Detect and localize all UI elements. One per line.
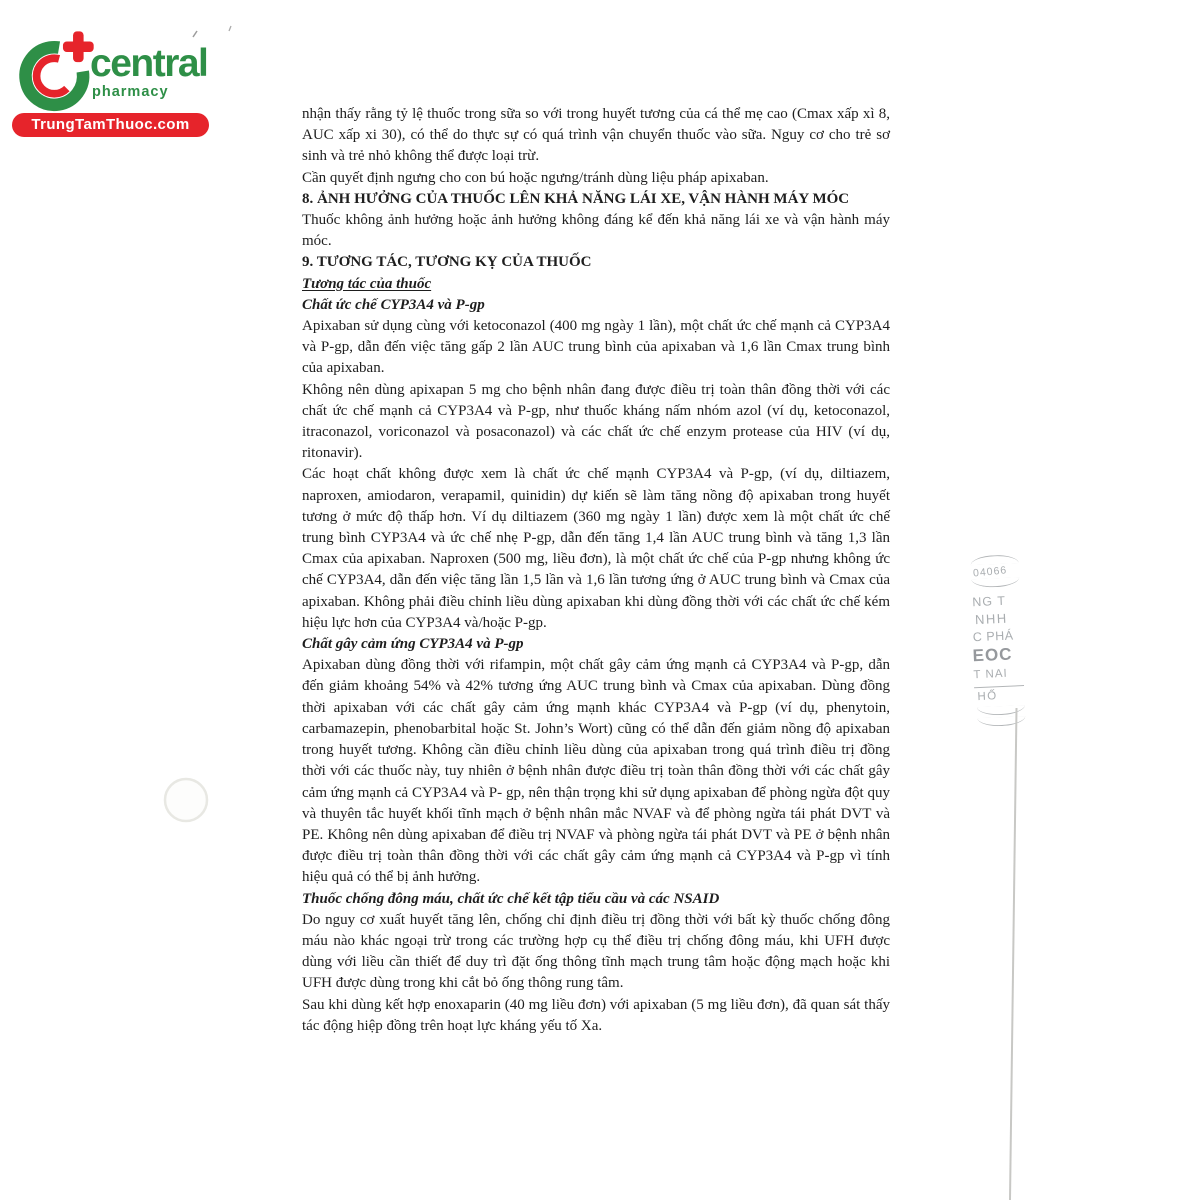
page-edge-line bbox=[1010, 708, 1017, 1200]
stamp-line-3: C PHÁ bbox=[972, 628, 1014, 645]
hole-punch-mark bbox=[165, 779, 207, 821]
paragraph-milk-plasma-ratio: nhận thấy rằng tỷ lệ thuốc trong sữa so với trong huyết tương của cá thể mẹ cao (Cmax xấp xì 8, AUC xấp xi 30), có thể do thực sự có quá trình vận chuyển thuốc vào sữa. Nguy cơ cho trẻ sơ sinh và trẻ nhỏ không thể được loại trừ. bbox=[302, 106, 890, 165]
stamp bbox=[968, 553, 1033, 727]
stamp-line-2: NHH bbox=[974, 610, 1009, 628]
subheading-drug-interactions: Tương tác của thuốc bbox=[302, 275, 432, 292]
paragraph-enoxaparin-synergy: Sau khi dùng kết hợp enoxaparin (40 mg liều đơn) với apixaban (5 mg liều đơn), đã quan sát thấy tác động hiệp đồng trên hoạt lực kháng yếu tố Xa. bbox=[302, 996, 890, 1034]
stamp-arc-bottom-2 bbox=[977, 716, 1025, 727]
paragraph-rifampin-inducers: Apixaban dùng đồng thời với rifampin, một chất gây cảm ứng mạnh cả CYP3A4 và P-gp, dẫn đến giảm khoảng 54% và 42% tương ứng AUC trung bình và Cmax của apixaban. Dùng đồng thời apixaban với các chất gây cảm ứng mạnh khác CYP3A4 và P-gp (ví dụ, phenytoin, carbamazepin, phenobarbital hoặc St. John’s Wort) cũng có thể dẫn đến giảm nồng độ apixaban trong huyết tương. Không cần điều chỉnh liều dùng của apixaban trong quá trình điều trị đồng thời với các thuốc này, tuy nhiên ở bệnh nhân được điều trị toàn thân đồng thời với các chất gây cảm ứng mạnh cả CYP3A4 và P- gp, nên thận trọng khi sử dụng apixaban để phòng ngừa đột quy và thuyên tắc huyết khối tĩnh mạch ở bệnh nhân mắc NVAF và để phòng ngừa tái phát DVT và PE. Không nên dùng apixaban để điều trị NVAF và phòng ngừa tái phát DVT và PE ở bệnh nhân được điều trị toàn thân đồng thời với các chất gây cảm ứng mạnh cả CYP3A4 và P-gp vì tính hiệu quả có thể bị ảnh hưởng. bbox=[302, 657, 890, 886]
central-pharmacy-logo bbox=[8, 20, 248, 145]
stamp-line-6: HỐ bbox=[977, 690, 998, 704]
stamp-line-4: EOC bbox=[972, 644, 1013, 666]
paragraph-moderate-inhibitors: Các hoạt chất không được xem là chất ức chế mạnh CYP3A4 và P-gp, (ví dụ, diltiazem, naproxen, amiodaron, verapamil, quinidin) dự kiến sẽ làm tăng nồng độ apixaban trong huyết tương ở mức độ thấp hơn. Ví dụ diltiazem (360 mg ngày 1 lần) được xem là một chất ức chế trung bình CYP3A4 và ức chế nhẹ P-gp, dẫn đến tăng 1,4 lần AUC trung bình và tăng 1,3 lần Cmax của apixaban. Naproxen (500 mg, liều đơn), là một chất ức chế của P-gp nhưng không ức chế CYP3A4, dẫn đến việc tăng lần 1,5 lần và 1,6 lần tương ứng ở AUC trung bình và Cmax của apixaban. Không phải điều chỉnh liều dùng apixaban khi dùng đồng thời với các chất ức chế kém hiệu lực hơn của CYP3A4 và/hoặc P-gp. bbox=[302, 466, 890, 631]
stamp-line-5: T NAI bbox=[973, 667, 1008, 682]
paragraph-ketoconazol: Apixaban sử dụng cùng với ketoconazol (400 mg ngày 1 lần), một chất ức chế mạnh cả CYP3A4 và P-gp, dẫn đến việc tăng gấp 2 lần AUC trung bình của apixaban và 1,6 lần Cmax trung bình của apixaban. bbox=[302, 318, 890, 377]
stamp-number: 04066 bbox=[972, 564, 1008, 580]
subheading-cyp3a4-inhibitors: Chất ức chế CYP3A4 và P-gp bbox=[302, 296, 485, 313]
logo-banner: TrungTamThuoc.com bbox=[12, 113, 209, 137]
logo-tagline-text: pharmacy bbox=[92, 84, 169, 100]
stamp-arc-bottom-1 bbox=[977, 705, 1025, 716]
subheading-anticoagulants-nsaid: Thuốc chống đông máu, chất ức chế kết tập tiểu cầu và các NSAID bbox=[302, 890, 720, 907]
paragraph-breastfeeding-decision: Cần quyết định ngưng cho con bú hoặc ngưng/tránh dùng liệu pháp apixaban. bbox=[302, 169, 769, 186]
document-text bbox=[302, 104, 890, 1037]
section-heading-8-driving: 8. ẢNH HƯỞNG CỦA THUỐC LÊN KHẢ NĂNG LÁI XE, VẬN HÀNH MÁY MÓC bbox=[302, 190, 850, 207]
paragraph-anticoagulant-contraindication: Do nguy cơ xuất huyết tăng lên, chống chỉ định điều trị đồng thời với bất kỳ thuốc chống đông máu nào khác ngoại trừ trong các trường hợp cụ thể điều trị chống đông máu, khi UFH được dùng với liều cần thiết để duy trì đặt ống thông tĩnh mạch trung tâm hoặc động mạch hoặc khi UFH được dùng trong khi cắt bỏ ống thông rung tâm. bbox=[302, 911, 890, 992]
stamp-rule bbox=[974, 685, 1024, 688]
subheading-cyp3a4-inducers: Chất gây cảm ứng CYP3A4 và P-gp bbox=[302, 636, 524, 653]
logo-brand-text: central bbox=[90, 42, 208, 85]
paragraph-driving-effect: Thuốc không ảnh hưởng hoặc ảnh hưởng không đáng kể đến khả năng lái xe và vận hành máy móc. bbox=[302, 212, 890, 250]
section-heading-9-interactions: 9. TƯƠNG TÁC, TƯƠNG KỴ CỦA THUỐC bbox=[302, 254, 592, 271]
stamp-line-1: NG T bbox=[972, 593, 1007, 610]
paragraph-strong-inhibitors-warning: Không nên dùng apixapan 5 mg cho bệnh nhân đang được điều trị toàn thân đồng thời với các chất ức chế mạnh cả CYP3A4 và P-gp, như thuốc kháng nấm nhóm azol (ví dụ, ketoconazol, itraconazol, voriconazol và posaconazol) và các chất ức chế enzym protease của HIV (ví dụ, ritonavir). bbox=[302, 381, 890, 462]
